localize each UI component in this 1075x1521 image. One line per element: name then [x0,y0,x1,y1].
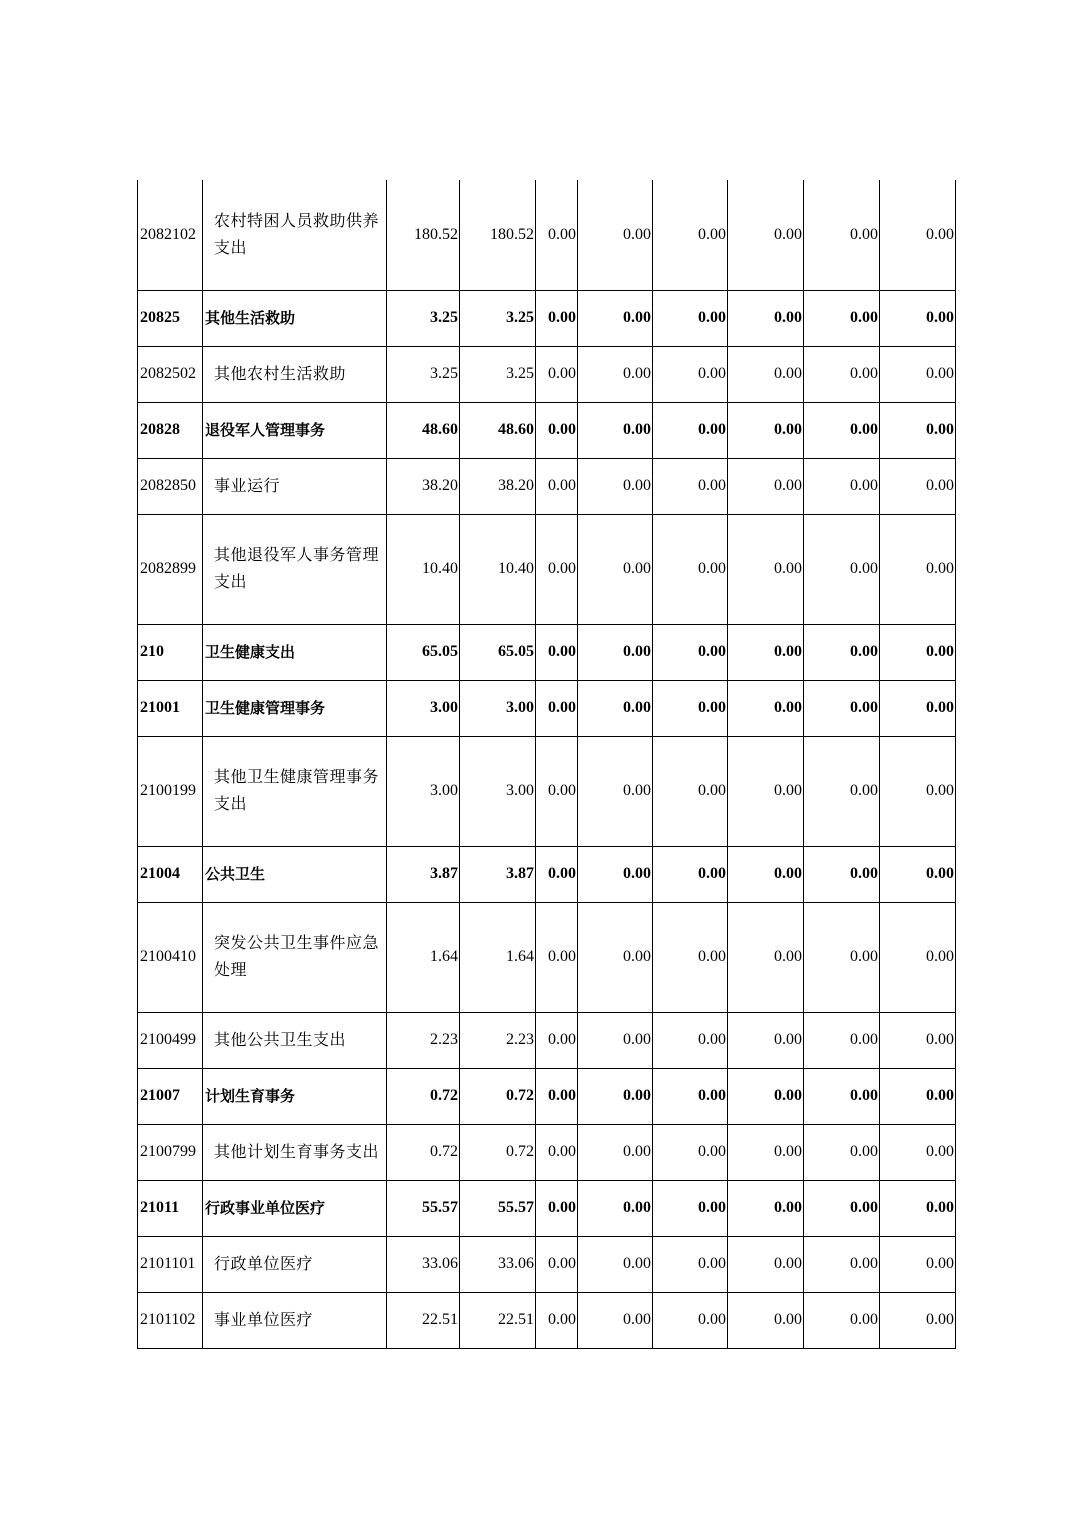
row-value-cell-8: 0.00 [880,514,956,624]
row-value-cell-3: 0.00 [536,1180,578,1236]
row-value-cell-1: 3.25 [387,290,460,346]
row-code-cell: 2100199 [138,736,203,846]
row-value-cell-7: 0.00 [804,1068,880,1124]
row-value-cell-6: 0.00 [728,1292,804,1348]
row-value-cell-2: 1.64 [460,902,536,1012]
row-value-cell-2: 3.00 [460,680,536,736]
row-value-cell-6: 0.00 [728,1124,804,1180]
row-value-cell-8: 0.00 [880,624,956,680]
row-code-cell: 2100799 [138,1124,203,1180]
row-name-cell [203,1068,387,1124]
row-name-text: 公共卫生 [205,864,266,883]
row-value-cell-1: 2.23 [387,1012,460,1068]
row-value-cell-6: 0.00 [728,846,804,902]
row-value-cell-1: 38.20 [387,458,460,514]
row-code-cell: 2082899 [138,514,203,624]
row-value-cell-1: 55.57 [387,1180,460,1236]
row-name-text: 农村特困人员救助供养支出 [214,212,380,257]
row-value-cell-1: 0.72 [387,1068,460,1124]
row-name-text: 事业单位医疗 [214,1311,314,1329]
row-value-cell-8: 0.00 [880,180,956,290]
row-value-cell-4: 0.00 [578,1068,653,1124]
row-value-cell-8: 0.00 [880,1236,956,1292]
row-value-cell-8: 0.00 [880,1292,956,1348]
table-row [138,736,956,846]
row-value-cell-8: 0.00 [880,346,956,402]
row-value-cell-6: 0.00 [728,1236,804,1292]
row-value-cell-8: 0.00 [880,846,956,902]
table-row [138,902,956,1012]
row-value-cell-7: 0.00 [804,514,880,624]
row-value-cell-6: 0.00 [728,624,804,680]
row-code-cell: 2082102 [138,180,203,290]
row-value-cell-2: 3.87 [460,846,536,902]
row-code-cell: 2101101 [138,1236,203,1292]
row-value-cell-5: 0.00 [653,1180,728,1236]
row-value-cell-4: 0.00 [578,346,653,402]
row-value-cell-7: 0.00 [804,180,880,290]
row-value-cell-4: 0.00 [578,1292,653,1348]
table-row [138,1236,956,1292]
row-value-cell-5: 0.00 [653,180,728,290]
row-value-cell-3: 0.00 [536,680,578,736]
row-value-cell-5: 0.00 [653,346,728,402]
row-value-cell-1: 22.51 [387,1292,460,1348]
table-row [138,1124,956,1180]
row-name-cell [203,736,387,846]
row-code-cell: 2082502 [138,346,203,402]
row-value-cell-1: 3.00 [387,736,460,846]
row-value-cell-1: 3.25 [387,346,460,402]
row-value-cell-3: 0.00 [536,514,578,624]
row-value-cell-7: 0.00 [804,458,880,514]
row-code-cell: 21004 [138,846,203,902]
table-row [138,1012,956,1068]
row-value-cell-8: 0.00 [880,458,956,514]
row-value-cell-5: 0.00 [653,846,728,902]
row-code-cell: 21007 [138,1068,203,1124]
row-value-cell-6: 0.00 [728,1180,804,1236]
table-row [138,402,956,458]
row-value-cell-3: 0.00 [536,458,578,514]
row-value-cell-7: 0.00 [804,346,880,402]
row-value-cell-4: 0.00 [578,1124,653,1180]
row-value-cell-3: 0.00 [536,1292,578,1348]
row-value-cell-7: 0.00 [804,736,880,846]
row-code-cell: 2101102 [138,1292,203,1348]
row-name-text: 其他计划生育事务支出 [214,1143,380,1161]
row-value-cell-7: 0.00 [804,1124,880,1180]
row-value-cell-2: 38.20 [460,458,536,514]
table-row [138,458,956,514]
row-name-text: 卫生健康管理事务 [205,698,326,717]
row-value-cell-4: 0.00 [578,902,653,1012]
table-row [138,514,956,624]
row-name-cell [203,458,387,514]
row-name-text: 其他农村生活救助 [214,365,347,383]
row-value-cell-4: 0.00 [578,624,653,680]
row-name-cell [203,1180,387,1236]
row-value-cell-8: 0.00 [880,680,956,736]
row-code-cell: 2082850 [138,458,203,514]
row-name-text: 其他公共卫生支出 [214,1031,347,1049]
row-value-cell-3: 0.00 [536,846,578,902]
row-value-cell-6: 0.00 [728,1068,804,1124]
row-value-cell-7: 0.00 [804,402,880,458]
row-value-cell-5: 0.00 [653,1292,728,1348]
row-value-cell-2: 3.00 [460,736,536,846]
table-row [138,1292,956,1348]
row-value-cell-2: 0.72 [460,1068,536,1124]
row-value-cell-6: 0.00 [728,346,804,402]
row-value-cell-3: 0.00 [536,346,578,402]
row-value-cell-5: 0.00 [653,1124,728,1180]
row-value-cell-1: 1.64 [387,902,460,1012]
row-value-cell-7: 0.00 [804,1292,880,1348]
table-row [138,624,956,680]
row-value-cell-8: 0.00 [880,1012,956,1068]
row-value-cell-6: 0.00 [728,680,804,736]
table-row [138,680,956,736]
row-value-cell-1: 3.87 [387,846,460,902]
row-value-cell-2: 2.23 [460,1012,536,1068]
row-value-cell-1: 48.60 [387,402,460,458]
row-value-cell-2: 48.60 [460,402,536,458]
row-value-cell-8: 0.00 [880,1068,956,1124]
row-value-cell-7: 0.00 [804,902,880,1012]
row-name-cell [203,1124,387,1180]
row-code-cell: 20828 [138,402,203,458]
row-value-cell-8: 0.00 [880,736,956,846]
row-value-cell-8: 0.00 [880,1180,956,1236]
row-value-cell-3: 0.00 [536,902,578,1012]
row-value-cell-1: 180.52 [387,180,460,290]
row-value-cell-1: 33.06 [387,1236,460,1292]
row-value-cell-1: 0.72 [387,1124,460,1180]
row-name-cell [203,290,387,346]
row-name-cell [203,346,387,402]
row-value-cell-8: 0.00 [880,290,956,346]
row-value-cell-4: 0.00 [578,458,653,514]
row-code-cell: 2100410 [138,902,203,1012]
row-code-cell: 21011 [138,1180,203,1236]
row-value-cell-6: 0.00 [728,902,804,1012]
row-value-cell-2: 55.57 [460,1180,536,1236]
row-name-text: 行政事业单位医疗 [205,1198,326,1217]
row-value-cell-2: 33.06 [460,1236,536,1292]
row-value-cell-5: 0.00 [653,1236,728,1292]
row-value-cell-2: 3.25 [460,290,536,346]
row-value-cell-4: 0.00 [578,514,653,624]
row-value-cell-1: 65.05 [387,624,460,680]
row-value-cell-5: 0.00 [653,514,728,624]
row-name-text: 计划生育事务 [205,1086,296,1105]
row-value-cell-6: 0.00 [728,514,804,624]
row-name-text: 其他退役军人事务管理支出 [214,547,380,591]
row-value-cell-2: 3.25 [460,346,536,402]
row-name-text: 行政单位医疗 [214,1255,314,1273]
row-code-cell: 20825 [138,290,203,346]
table-body [138,180,956,1348]
row-value-cell-2: 22.51 [460,1292,536,1348]
row-value-cell-8: 0.00 [880,402,956,458]
table-row [138,290,956,346]
row-value-cell-3: 0.00 [536,402,578,458]
table-row [138,1180,956,1236]
row-value-cell-4: 0.00 [578,846,653,902]
table-row [138,346,956,402]
row-value-cell-7: 0.00 [804,1180,880,1236]
row-value-cell-7: 0.00 [804,290,880,346]
row-value-cell-4: 0.00 [578,180,653,290]
row-value-cell-2: 0.72 [460,1124,536,1180]
row-value-cell-3: 0.00 [536,624,578,680]
row-value-cell-5: 0.00 [653,1068,728,1124]
row-name-cell [203,846,387,902]
row-name-cell [203,514,387,624]
row-name-text: 卫生健康支出 [205,642,296,661]
row-code-cell: 2100499 [138,1012,203,1068]
table-row [138,846,956,902]
row-value-cell-4: 0.00 [578,1012,653,1068]
row-name-text: 其他生活救助 [205,308,296,327]
row-name-cell [203,1292,387,1348]
table-row [138,1068,956,1124]
row-value-cell-6: 0.00 [728,402,804,458]
row-name-cell [203,402,387,458]
row-name-text: 退役军人管理事务 [205,420,326,439]
row-value-cell-4: 0.00 [578,1180,653,1236]
row-value-cell-1: 10.40 [387,514,460,624]
row-value-cell-5: 0.00 [653,624,728,680]
table-row [138,180,956,290]
row-name-cell [203,680,387,736]
row-name-text: 其他卫生健康管理事务支出 [214,769,380,813]
row-value-cell-5: 0.00 [653,736,728,846]
row-name-cell [203,1236,387,1292]
budget-expenditure-table [137,180,956,1349]
row-value-cell-5: 0.00 [653,458,728,514]
row-name-text: 事业运行 [214,477,281,495]
row-value-cell-4: 0.00 [578,1236,653,1292]
row-name-cell [203,180,387,290]
row-value-cell-7: 0.00 [804,680,880,736]
row-code-cell: 21001 [138,680,203,736]
row-value-cell-7: 0.00 [804,846,880,902]
row-value-cell-3: 0.00 [536,736,578,846]
row-value-cell-7: 0.00 [804,624,880,680]
row-value-cell-4: 0.00 [578,402,653,458]
row-value-cell-6: 0.00 [728,458,804,514]
row-value-cell-6: 0.00 [728,290,804,346]
row-value-cell-8: 0.00 [880,902,956,1012]
row-value-cell-4: 0.00 [578,680,653,736]
row-name-text: 突发公共卫生事件应急处理 [214,935,380,979]
row-value-cell-7: 0.00 [804,1236,880,1292]
row-value-cell-4: 0.00 [578,290,653,346]
row-value-cell-3: 0.00 [536,1124,578,1180]
row-value-cell-3: 0.00 [536,290,578,346]
row-value-cell-3: 0.00 [536,1068,578,1124]
row-value-cell-6: 0.00 [728,180,804,290]
row-value-cell-2: 180.52 [460,180,536,290]
row-value-cell-5: 0.00 [653,902,728,1012]
row-name-cell [203,902,387,1012]
row-name-cell [203,624,387,680]
row-value-cell-2: 10.40 [460,514,536,624]
row-value-cell-3: 0.00 [536,1236,578,1292]
row-value-cell-7: 0.00 [804,1012,880,1068]
row-value-cell-4: 0.00 [578,736,653,846]
row-name-cell [203,1012,387,1068]
row-code-cell: 210 [138,624,203,680]
row-value-cell-8: 0.00 [880,1124,956,1180]
row-value-cell-3: 0.00 [536,180,578,290]
row-value-cell-2: 65.05 [460,624,536,680]
row-value-cell-5: 0.00 [653,680,728,736]
row-value-cell-6: 0.00 [728,736,804,846]
row-value-cell-3: 0.00 [536,1012,578,1068]
row-value-cell-1: 3.00 [387,680,460,736]
row-value-cell-6: 0.00 [728,1012,804,1068]
row-value-cell-5: 0.00 [653,290,728,346]
row-value-cell-5: 0.00 [653,1012,728,1068]
row-value-cell-5: 0.00 [653,402,728,458]
